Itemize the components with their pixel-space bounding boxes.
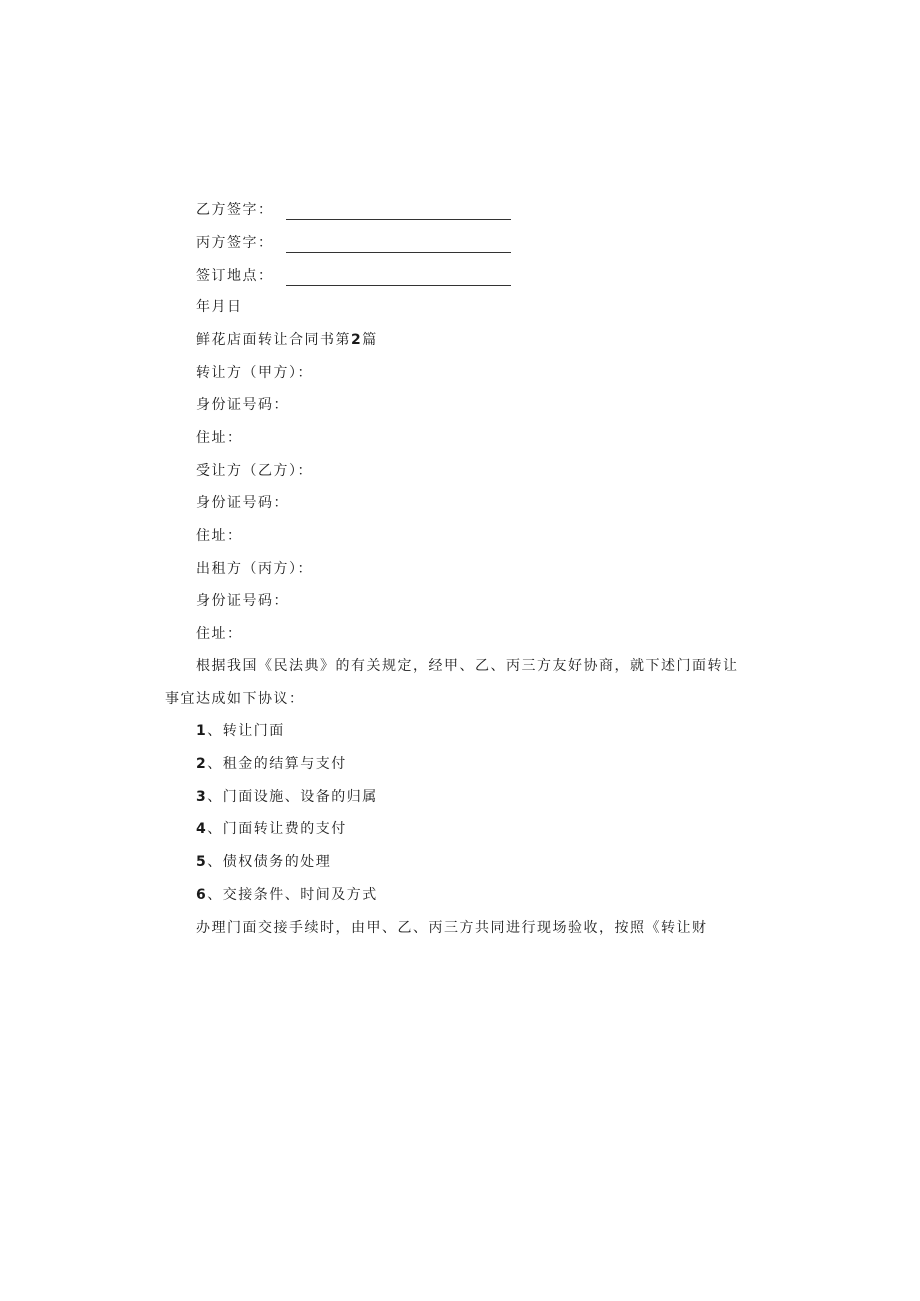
party-line: 受让方（乙方）： [196, 463, 313, 479]
clause-item [196, 885, 378, 905]
clause-text: 、转让门面 [207, 723, 285, 739]
party-line: 住址： [196, 528, 243, 544]
signature-line-party-c [196, 233, 511, 253]
signature-line-party-b [196, 200, 511, 220]
signature-blank [286, 238, 511, 253]
party-line: 身份证号码： [196, 495, 289, 511]
clause-text: 、门面设施、设备的归属 [207, 789, 378, 805]
party-line: 身份证号码： [196, 593, 289, 609]
clause-text: 、租金的结算与支付 [207, 756, 347, 772]
clause-number: 2 [196, 756, 208, 772]
clause-text: 、债权债务的处理 [207, 854, 332, 870]
signing-place-line [196, 266, 511, 286]
clause-text: 、门面转让费的支付 [207, 821, 347, 837]
clause-item [196, 852, 331, 872]
clause-item [196, 721, 285, 741]
contract-title-suffix: 篇 [362, 332, 378, 348]
clause-number: 6 [196, 887, 208, 903]
signature-label: 乙方签字： [196, 202, 274, 218]
intro-paragraph-line-2: 事宜达成如下协议： [165, 691, 305, 707]
clause-number: 3 [196, 789, 208, 805]
contract-title-number: 2 [351, 332, 363, 348]
clause-text: 、交接条件、时间及方式 [207, 887, 378, 903]
party-line: 转让方（甲方）： [196, 365, 313, 381]
intro-paragraph-line-1: 根据我国《民法典》的有关规定，经甲、乙、丙三方友好协商，就下述门面转让 [196, 658, 739, 674]
clause-number: 5 [196, 854, 208, 870]
party-line: 身份证号码： [196, 397, 289, 413]
party-line: 出租方（丙方）： [196, 561, 313, 577]
party-line: 住址： [196, 430, 243, 446]
clause-item [196, 787, 378, 807]
contract-title-text: 鲜花店面转让合同书第 [196, 332, 351, 348]
clause-item [196, 754, 347, 774]
closing-paragraph-line: 办理门面交接手续时，由甲、乙、丙三方共同进行现场验收，按照《转让财 [196, 920, 708, 936]
signature-blank [286, 205, 511, 220]
signature-blank [286, 271, 511, 286]
signature-label: 丙方签字： [196, 235, 274, 251]
signature-label: 签订地点： [196, 268, 274, 284]
party-line: 住址： [196, 626, 243, 642]
clause-number: 4 [196, 821, 208, 837]
clause-number: 1 [196, 723, 208, 739]
date-line: 年月日 [196, 299, 243, 315]
clause-item [196, 819, 347, 839]
contract-title [196, 330, 378, 350]
